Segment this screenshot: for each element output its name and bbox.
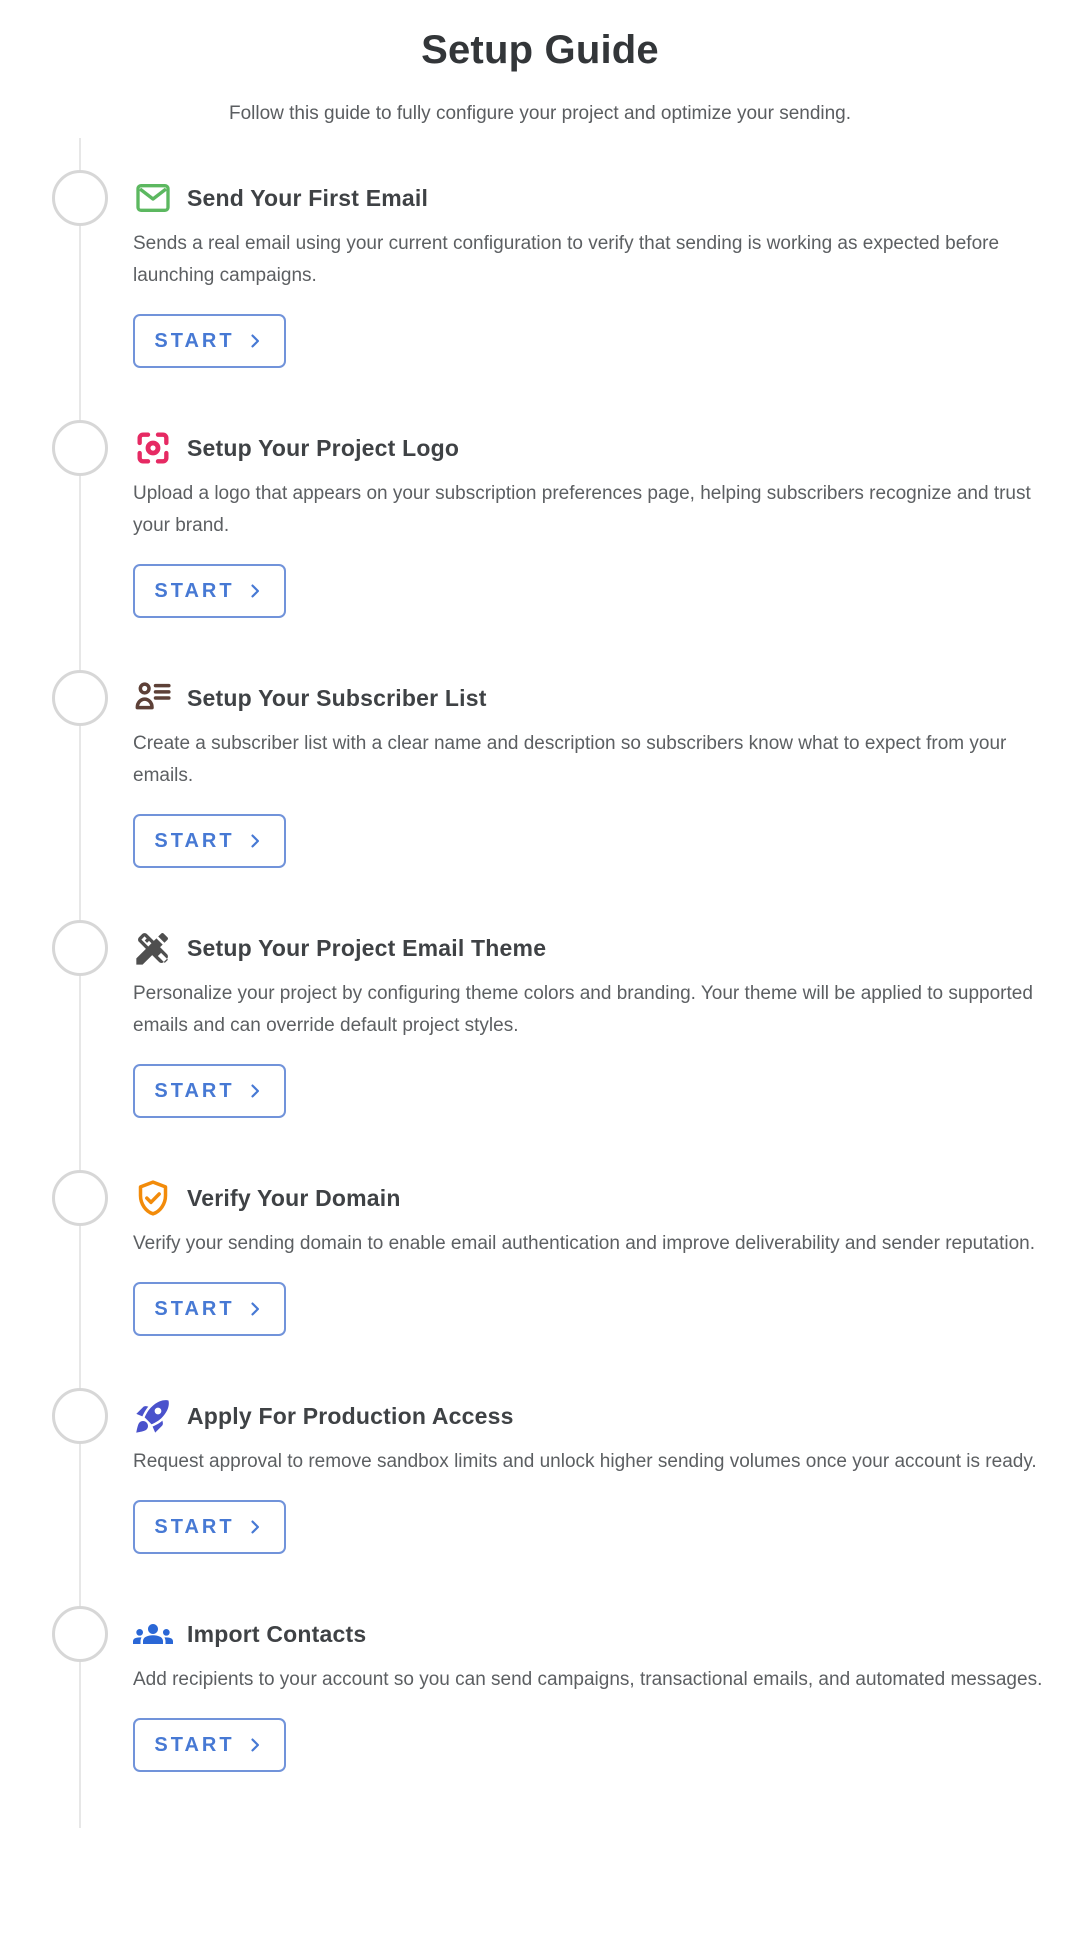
- step-content: [133, 678, 1045, 868]
- start-button-label: START: [154, 1297, 235, 1320]
- chevron-right-icon: [245, 1735, 265, 1755]
- step-description: Upload a logo that appears on your subscription preferences page, helping subscribers recognize and trust your brand.: [133, 483, 1031, 536]
- setup-step: [0, 678, 1080, 868]
- start-button[interactable]: [133, 314, 286, 368]
- step-content: [133, 1178, 1045, 1336]
- step-content: [133, 1614, 1045, 1772]
- step-title: Verify Your Domain: [187, 1184, 401, 1211]
- chevron-right-icon: [245, 831, 265, 851]
- setup-step: [0, 928, 1080, 1118]
- design-services-icon: [133, 928, 173, 968]
- step-title: Setup Your Project Logo: [187, 434, 460, 461]
- step-title-row: [133, 678, 1045, 718]
- chevron-right-icon: [245, 1517, 265, 1537]
- start-button[interactable]: [133, 1500, 286, 1554]
- rocket-icon: [133, 1396, 173, 1436]
- page-subtitle: Follow this guide to fully configure your project and optimize your sending.: [228, 103, 852, 124]
- chevron-right-icon: [245, 1299, 265, 1319]
- start-button[interactable]: [133, 1282, 286, 1336]
- chevron-right-icon: [245, 331, 265, 351]
- start-button[interactable]: [133, 1064, 286, 1118]
- step-title: Setup Your Subscriber List: [187, 684, 487, 711]
- person-list-icon: [133, 678, 173, 718]
- start-button[interactable]: [133, 564, 286, 618]
- step-content: [133, 178, 1045, 368]
- step-content: [133, 928, 1045, 1118]
- step-status-circle: [52, 670, 108, 726]
- step-status-circle: [52, 920, 108, 976]
- start-button-label: START: [154, 1733, 235, 1756]
- step-description: Personalize your project by configuring theme colors and branding. Your theme will be applied to supported emails and can override default project styles.: [133, 983, 1033, 1036]
- start-button-label: START: [154, 1079, 235, 1102]
- chevron-right-icon: [245, 1081, 265, 1101]
- step-title: Send Your First Email: [187, 184, 429, 211]
- step-description: Request approval to remove sandbox limits and unlock higher sending volumes once your account is ready.: [133, 1451, 1037, 1472]
- email-icon: [133, 178, 173, 218]
- setup-step: [0, 178, 1080, 368]
- step-status-circle: [52, 420, 108, 476]
- groups-icon: [133, 1614, 173, 1654]
- step-status-circle: [52, 1606, 108, 1662]
- setup-step: [0, 1614, 1080, 1772]
- start-button-label: START: [154, 579, 235, 602]
- start-button[interactable]: [133, 1718, 286, 1772]
- start-button-label: START: [154, 329, 235, 352]
- setup-step: [0, 428, 1080, 618]
- step-title: Import Contacts: [187, 1620, 367, 1647]
- step-status-circle: [52, 1388, 108, 1444]
- step-title-row: [133, 1614, 1045, 1654]
- step-content: [133, 428, 1045, 618]
- chevron-right-icon: [245, 581, 265, 601]
- step-title-row: [133, 1178, 1045, 1218]
- setup-step: [0, 1178, 1080, 1336]
- start-button-label: START: [154, 1515, 235, 1538]
- verified-shield-icon: [133, 1178, 173, 1218]
- step-status-circle: [52, 170, 108, 226]
- start-button-label: START: [154, 829, 235, 852]
- step-title-row: [133, 928, 1045, 968]
- start-button[interactable]: [133, 814, 286, 868]
- step-description: Add recipients to your account so you can send campaigns, transactional emails, and automated messages.: [133, 1669, 1043, 1690]
- step-content: [133, 1396, 1045, 1554]
- setup-steps-list: [0, 138, 1080, 1828]
- step-description: Create a subscriber list with a clear name and description so subscribers know what to expect from your emails.: [133, 733, 1007, 786]
- setup-step: [0, 1396, 1080, 1554]
- step-title: Setup Your Project Email Theme: [187, 934, 547, 961]
- center-focus-icon: [133, 428, 173, 468]
- step-description: Sends a real email using your current configuration to verify that sending is working as expected before launching campaigns.: [133, 233, 1000, 286]
- step-status-circle: [52, 1170, 108, 1226]
- step-title-row: [133, 1396, 1045, 1436]
- step-title-row: [133, 428, 1045, 468]
- page-title: Setup Guide: [421, 28, 659, 72]
- step-title: Apply For Production Access: [187, 1402, 514, 1429]
- step-description: Verify your sending domain to enable email authentication and improve deliverability and sender reputation.: [133, 1233, 1035, 1254]
- step-title-row: [133, 178, 1045, 218]
